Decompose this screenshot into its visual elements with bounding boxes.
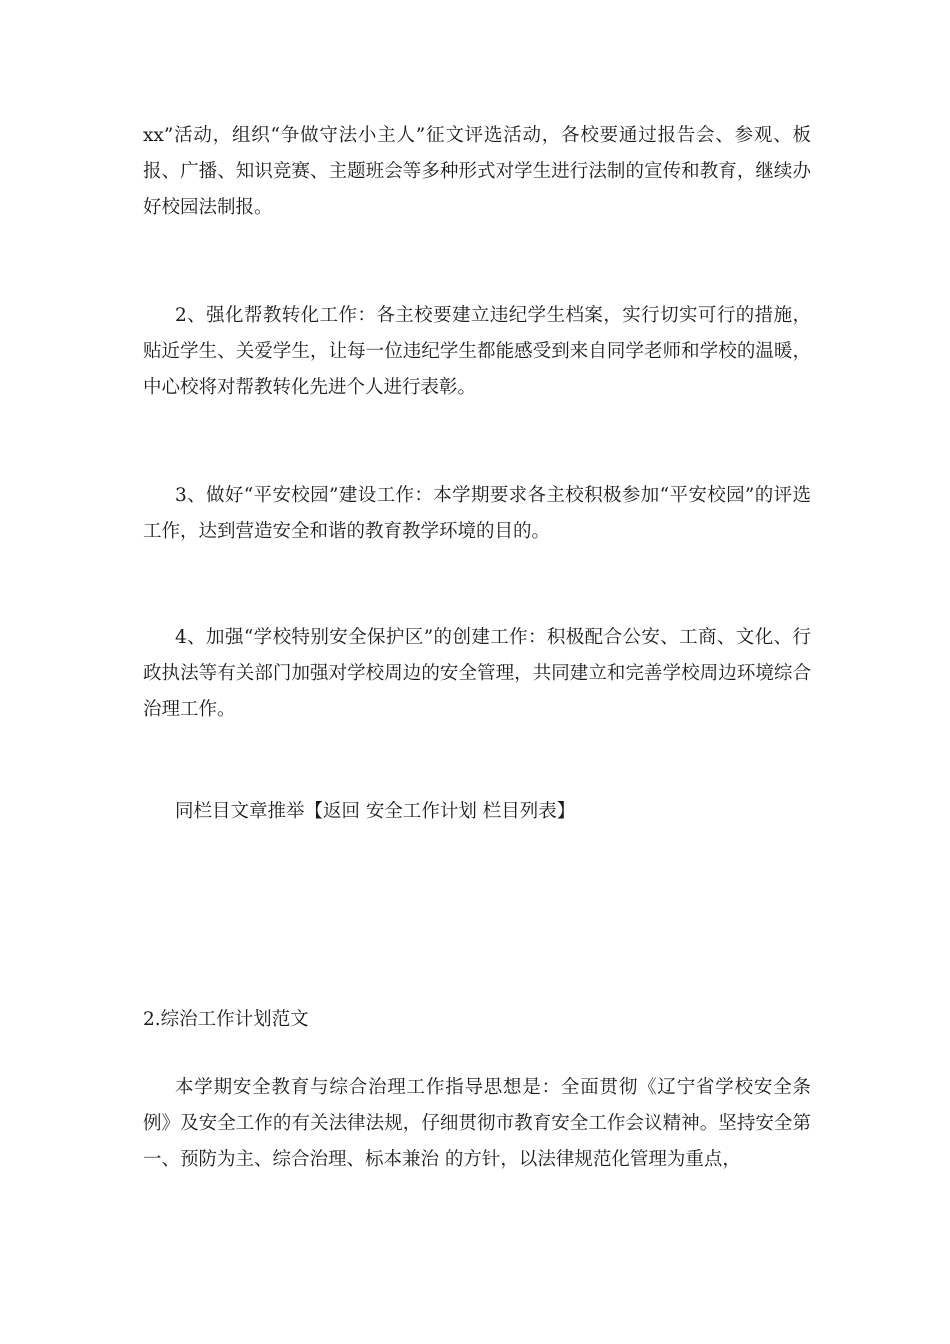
related-articles-link[interactable]: 同栏目文章推举【返回 安全工作计划 栏目列表】: [175, 801, 576, 822]
paragraph-help-transform: 2、强化帮教转化工作：各主校要建立违纪学生档案，实行切实可行的措施，贴近学生、关爱学生，让每一位违纪学生都能感受到来自同学老师和学校的温暖，中心校将对帮教转化先进个人进行表彰。: [143, 305, 811, 398]
paragraph-safety-zone: 4、加强“学校特别安全保护区”的创建工作：积极配合公安、工商、文化、行政执法等有关部门加强对学校周边的安全管理，共同建立和完善学校周边环境综合治理工作。: [143, 627, 811, 720]
section-heading: 2.综治工作计划范文: [143, 1009, 309, 1030]
paragraph-safe-campus: 3、做好“平安校园”建设工作：本学期要求各主校积极参加“平安校园”的评选工作，达到营造安全和谐的教育教学环境的目的。: [143, 485, 811, 542]
paragraph-legal-education: xx”活动，组织“争做守法小主人”征文评选活动，各校要通过报告会、参观、板报、广播、知识竞赛、主题班会等多种形式对学生进行法制的宣传和教育，继续办好校园法制报。: [143, 125, 811, 218]
paragraph-guiding-thought: 本学期安全教育与综合治理工作指导思想是：全面贯彻《辽宁省学校安全条例》及安全工作的有关法律法规，仔细贯彻市教育安全工作会议精神。坚持安全第一、预防为主、综合治理、标本兼治 的方针，以法律规范化管理为重点，: [143, 1077, 811, 1170]
